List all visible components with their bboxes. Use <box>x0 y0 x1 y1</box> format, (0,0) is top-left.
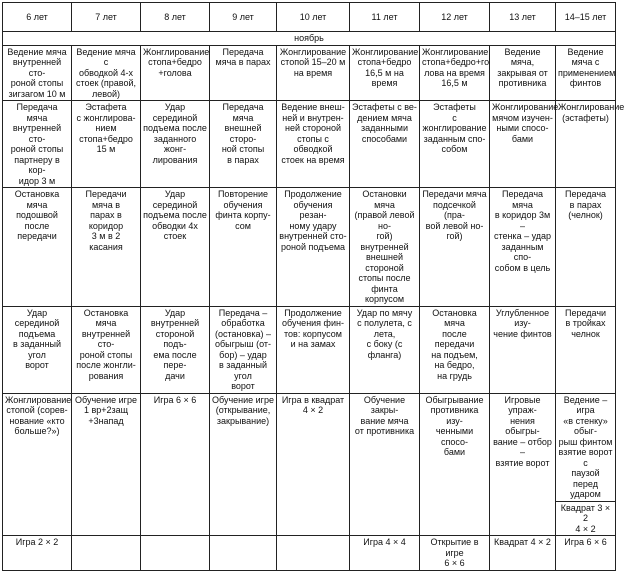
table-cell <box>141 536 210 571</box>
table-cell: Остановка мяча подошвой после передачи <box>3 188 72 307</box>
table-cell: Игровые упраж- нения обыгры- вание – отбор – взятие ворот <box>490 393 556 536</box>
table-cell: Остановка мяча после передачи на подъем, на бедро, на грудь <box>420 306 490 393</box>
table-cell: Игра в квадрат 4 × 2 <box>277 393 350 536</box>
table-cell: Ведение – игра «в стенку» обыг- рыш финтом взятие ворот с паузой перед ударом <box>556 393 616 501</box>
table-cell: Квадрат 4 × 2 <box>490 536 556 571</box>
table-cell: Ведение мяча, закрывая от противника <box>490 45 556 101</box>
header-cell: 11 лет <box>350 3 420 32</box>
table-row <box>3 188 616 307</box>
table-cell <box>210 536 277 571</box>
header-cell: 10 лет <box>277 3 350 32</box>
header-cell: 12 лет <box>420 3 490 32</box>
table-cell: Удар серединой подъема после заданного жонг- лирования <box>141 101 210 188</box>
table-cell: Жонглирование стопа+бедро 16,5 м на время <box>350 45 420 101</box>
table-cell <box>72 536 141 571</box>
training-plan-table <box>2 2 624 571</box>
table-cell: Обучение игре (открывание, закрывание) <box>210 393 277 536</box>
table-cell: Остановки мяча (правой левой но- гой) внутренней внешней стороной стопы после финта корпусом <box>350 188 420 307</box>
table-row <box>3 536 616 571</box>
header-cell: 8 лет <box>141 3 210 32</box>
table-cell: Обучение игре 1 вр+2защ +3напад <box>72 393 141 536</box>
header-cell: 14–15 лет <box>556 3 616 32</box>
table-cell <box>277 536 350 571</box>
table-cell: Ведение мяча с применением финтов <box>556 45 616 101</box>
table-cell: Повторение обучения финта корпу- сом <box>210 188 277 307</box>
month-label: ноябрь <box>3 32 616 46</box>
header-row <box>3 3 616 32</box>
table-cell: Удар серединой подъема в заданный угол ворот <box>3 306 72 393</box>
table-cell: Передачи в тройках челнок <box>556 306 616 393</box>
header-cell: 13 лет <box>490 3 556 32</box>
table-cell: Эстафеты с жонглирование заданным спо- собом <box>420 101 490 188</box>
table-cell: Остановка мяча внутренней сто- роной стопы после жонгли- рования <box>72 306 141 393</box>
table-row <box>3 393 616 501</box>
table-cell: Удар внутренней стороной подъ- ема после пере- дачи <box>141 306 210 393</box>
table-cell: Квадрат 3 × 2 4 × 2 <box>556 501 616 536</box>
table-cell: Ведение мяча внутренней сто- роной стопы зигзагом 10 м <box>3 45 72 101</box>
table-cell: Эстафета с жонглирова- нием стопа+бедро 15 м <box>72 101 141 188</box>
table-cell: Продолжение обучения резан- ному удару внутренней сто- роной подъема <box>277 188 350 307</box>
table-cell: Эстафеты с ве- дением мяча заданными способами <box>350 101 420 188</box>
table-cell: Удар серединой подъема после обводки 4х стоек <box>141 188 210 307</box>
table-cell: Игра 6 × 6 <box>141 393 210 536</box>
table-cell: Жонглирование мячом изучен- ными спосо- бами <box>490 101 556 188</box>
table-cell: Открытие в игре 6 × 6 <box>420 536 490 571</box>
table-cell: Ведение внеш- ней и внутрен- ней стороной стопы с обводкой стоек на время <box>277 101 350 188</box>
header-cell: 9 лет <box>210 3 277 32</box>
table-cell: Жонглирование стопа+бедро+го лова на время 16,5 м <box>420 45 490 101</box>
table-cell: Передача мяча в коридор 3м – стенка – удар заданным спо- собом в цель <box>490 188 556 307</box>
table-row <box>3 101 616 188</box>
header-cell: 6 лет <box>3 3 72 32</box>
table-cell: Углубленное изу- чение финтов <box>490 306 556 393</box>
table-row <box>3 306 616 393</box>
header-cell: 7 лет <box>72 3 141 32</box>
table-cell: Игра 2 × 2 <box>3 536 72 571</box>
table-cell: Обучение закры- вание мяча от противника <box>350 393 420 536</box>
table-cell: Обыгрывание противника изу- ченными спосо- бами <box>420 393 490 536</box>
table-cell: Ведение мяча с обводкой 4-х стоек (правой, левой) <box>72 45 141 101</box>
table-cell: Жонглирование стопой 15–20 м на время <box>277 45 350 101</box>
table-cell: Жонглирование стопа+бедро +голова <box>141 45 210 101</box>
table-cell: Игра 6 × 6 <box>556 536 616 571</box>
table-cell: Игра 4 × 4 <box>350 536 420 571</box>
table-cell: Передача мяча внешней сторо- ной стопы в парах <box>210 101 277 188</box>
month-row <box>3 32 616 46</box>
table-cell: Передача в парах (челнок) <box>556 188 616 307</box>
table-cell: Передачи мяча в парах в коридор 3 м в 2 касания <box>72 188 141 307</box>
table-row <box>3 45 616 101</box>
table-cell: Передачи мяча подсечкой (пра- вой левой но- гой) <box>420 188 490 307</box>
table-cell: Жонглирование стопой (сорев- нование «кто больше?») <box>3 393 72 536</box>
table-cell: Передача – обработка (остановка) – обыгрыш (от- бор) – удар в заданный угол ворот <box>210 306 277 393</box>
table-cell: Передача мяча в парах <box>210 45 277 101</box>
table-cell: Удар по мячу с полулета, с лета, с боку (с фланга) <box>350 306 420 393</box>
table-cell: Жонглирование (эстафеты) <box>556 101 616 188</box>
table-cell: Продолжение обучения фин- тов: корпусом и на замах <box>277 306 350 393</box>
table-cell: Передача мяча внутренней сто- роной стопы партнеру в кор- идор 3 м <box>3 101 72 188</box>
